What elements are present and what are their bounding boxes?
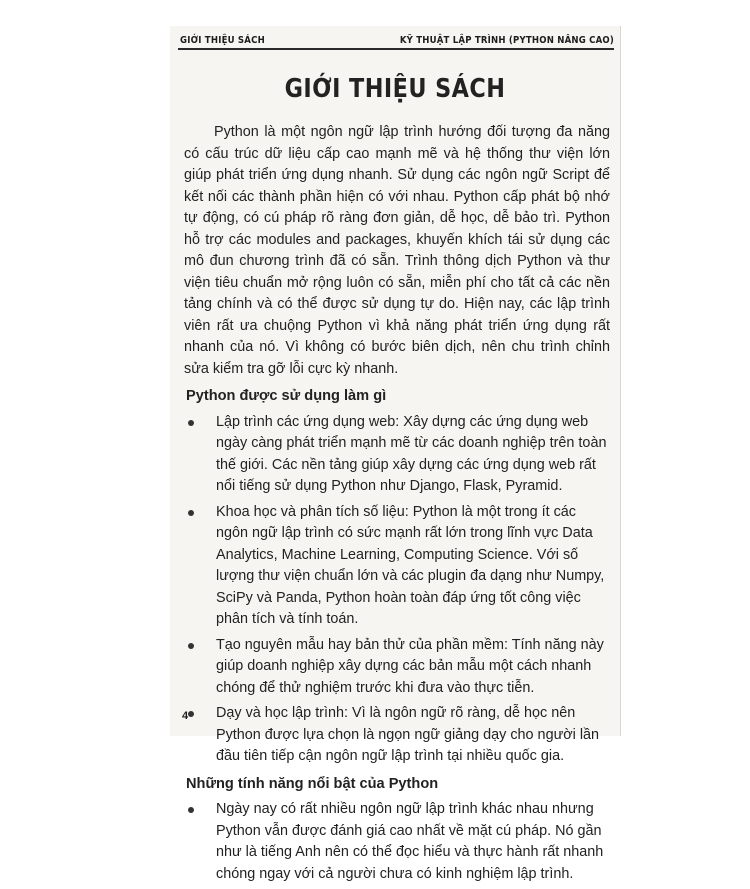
page-title: GIỚI THIỆU SÁCH: [284, 74, 506, 104]
header-left: GIỚI THIỆU SÁCH: [180, 35, 265, 46]
list-item: Ngày nay có rất nhiều ngôn ngữ lập trình khác nhau nhưng Python vẫn được đánh giá cao nhất về mặt cú pháp. Nó gần như là tiếng Anh nên có thể đọc hiểu và thực hành rất nhanh chóng ngay với cả người chưa có kinh nghiệm lập trình.: [184, 799, 610, 885]
bullet-icon: [188, 420, 194, 426]
page-body: [184, 122, 610, 889]
bullet-icon: [188, 510, 194, 516]
bullet-icon: [188, 711, 194, 717]
book-page: [170, 26, 621, 882]
list-item: Dạy và học lập trình: Vì là ngôn ngữ rõ ràng, dễ học nên Python được lựa chọn là ngọn ngữ giảng dạy cho người lần đầu tiên tiếp cận ngôn ngữ lập trình tại nhiều quốc gia.: [184, 703, 610, 768]
header-right: KỸ THUẬT LẬP TRÌNH (PYTHON NÂNG CAO): [399, 35, 614, 46]
intro-paragraph: Python là một ngôn ngữ lập trình hướng đối tượng đa năng có cấu trúc dữ liệu cấp cao mạnh mẽ và hệ thống thư viện lớn giúp phát triển ứng dụng nhanh. Sử dụng các ngôn ngữ Script để kết nối các thành phần hiện có với nhau. Python cấp phát bộ nhớ tự động, có cú pháp rõ ràng đơn giản, dễ học, dễ bảo trì. Python hỗ trợ các modules and packages, khuyến khích tái sử dụng các mô đun chương trình đã có sẵn. Trình thông dịch Python và thư viện tiêu chuẩn mở rộng luôn có sẵn, miễn phí cho tất cả các nền tảng chính và có thể được sử dụng tự do. Hiện nay, các lập trình viên rất ưa chuộng Python vì khả năng phát triển ứng dụng rất nhanh của nó. Vì không có bước biên dịch, nên chu trình chỉnh sửa kiểm tra gỡ lỗi cực kỳ nhanh.: [184, 124, 610, 377]
section-heading-features: Những tính năng nổi bật của Python: [186, 775, 439, 792]
bullet-icon: [188, 643, 194, 649]
list-item: Lập trình các ứng dụng web: Xây dựng các ứng dụng web ngày càng phát triển mạnh mẽ từ các doanh nghiệp trên toàn thế giới. Các nền tảng giúp xây dựng các ứng dụng web rất nổi tiếng sử dụng Python như Django, Flask, Pyramid.: [184, 412, 610, 498]
list-item: Tạo nguyên mẫu hay bản thử của phần mềm: Tính năng này giúp doanh nghiệp xây dựng các bản mẫu một cách nhanh chóng để thử nghiệm trước khi đưa vào thực tiễn.: [184, 635, 610, 700]
uses-list: [184, 412, 610, 768]
features-list: [184, 799, 610, 885]
section-heading-uses: Python được sử dụng làm gì: [186, 388, 387, 404]
running-header: [178, 30, 614, 50]
page-number: 4: [182, 710, 189, 722]
bullet-icon: [188, 807, 194, 813]
list-item: Khoa học và phân tích số liệu: Python là một trong ít các ngôn ngữ lập trình có sức mạnh rất lớn trong lĩnh vực Data Analytics, Machine Learning, Computing Science. Với số lượng thư viện chuẩn lớn và các plugin đa dạng như Numpy, SciPy và Panda, Python hoàn toàn đáp ứng tốt công việc phân tích và tính toán.: [184, 502, 610, 631]
